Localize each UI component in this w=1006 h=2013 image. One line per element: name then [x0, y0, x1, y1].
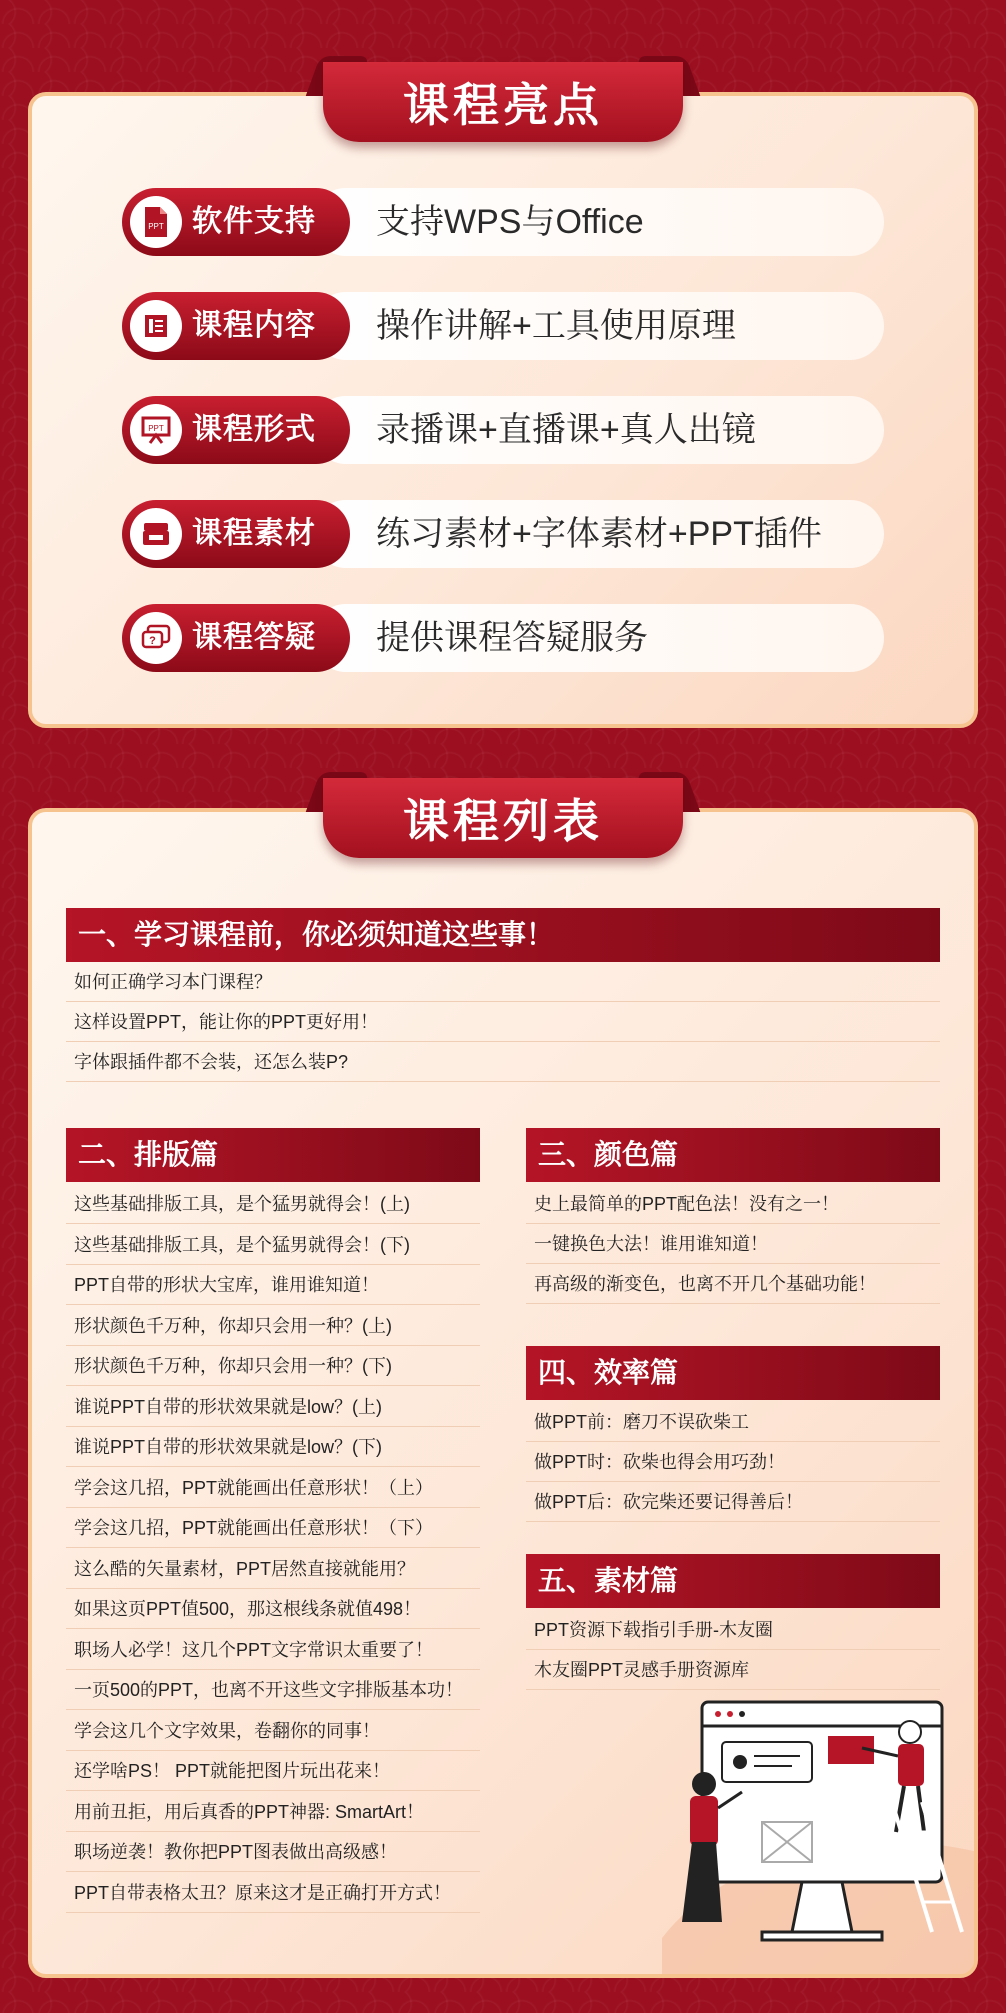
- highlight-text: 录播课+直播课+真人出镜: [376, 411, 756, 449]
- course-list-title: 课程列表: [323, 778, 683, 858]
- list-item[interactable]: 如果这页PPT值500，那这根线条就值498！: [66, 1589, 480, 1629]
- highlight-row-qa: [122, 604, 884, 672]
- highlight-badge: [122, 396, 350, 464]
- highlight-label: 课程素材: [192, 517, 316, 550]
- svg-text:PPT: PPT: [148, 424, 164, 433]
- highlights-banner: [323, 56, 683, 148]
- list-item[interactable]: 做PPT后：砍完柴还要记得善后！: [526, 1482, 940, 1522]
- list-item[interactable]: 一键换色大法！谁用谁知道！: [526, 1224, 940, 1264]
- highlight-label: 课程答疑: [192, 621, 316, 654]
- course-list-banner: [323, 772, 683, 864]
- book-icon: [130, 300, 182, 352]
- list-item[interactable]: 如何正确学习本门课程？: [66, 962, 940, 1002]
- highlight-label: 软件支持: [192, 205, 316, 238]
- materials-box-icon: [130, 508, 182, 560]
- highlight-label: 课程形式: [192, 413, 316, 446]
- list-item[interactable]: 一页500的PPT，也离不开这些文字排版基本功！: [66, 1670, 480, 1710]
- list-item[interactable]: 还学啥PS！ PPT就能把图片玩出花来！: [66, 1751, 480, 1791]
- list-item[interactable]: 职场人必学！这几个PPT文字常识太重要了！: [66, 1630, 480, 1670]
- list-item[interactable]: 做PPT前：磨刀不误砍柴工: [526, 1402, 940, 1442]
- list-item[interactable]: 木友圈PPT灵感手册资源库: [526, 1650, 940, 1690]
- list-item[interactable]: 这样设置PPT，能让你的PPT更好用！: [66, 1002, 940, 1042]
- svg-text:PPT: PPT: [148, 222, 164, 231]
- list-item[interactable]: 形状颜色千万种，你却只会用一种？(下): [66, 1346, 480, 1386]
- svg-text:?: ?: [149, 635, 156, 647]
- highlight-badge: [122, 604, 350, 672]
- highlight-text: 提供课程答疑服务: [376, 619, 648, 657]
- list-item[interactable]: 史上最简单的PPT配色法！没有之一！: [526, 1184, 940, 1224]
- list-item[interactable]: 做PPT时：砍柴也得会用巧劲！: [526, 1442, 940, 1482]
- highlight-row-materials: [122, 500, 884, 568]
- list-item[interactable]: 这么酷的矢量素材，PPT居然直接就能用？: [66, 1549, 480, 1589]
- ppt-file-icon: [130, 196, 182, 248]
- highlight-row-format: [122, 396, 884, 464]
- highlight-text: 练习素材+字体素材+PPT插件: [376, 515, 822, 553]
- list-item[interactable]: 谁说PPT自带的形状效果就是low？(上): [66, 1387, 480, 1427]
- highlight-badge: [122, 292, 350, 360]
- list-item[interactable]: PPT资源下载指引手册-木友圈: [526, 1610, 940, 1650]
- list-item[interactable]: 再高级的渐变色，也离不开几个基础功能！: [526, 1264, 940, 1304]
- highlight-text: 操作讲解+工具使用原理: [376, 307, 736, 345]
- illustration-computer-people: [662, 1682, 978, 1978]
- list-item[interactable]: 用前丑拒，用后真香的PPT神器: SmartArt！: [66, 1792, 480, 1832]
- list-item[interactable]: 职场逆袭！教你把PPT图表做出高级感！: [66, 1832, 480, 1872]
- list-item[interactable]: 形状颜色千万种，你却只会用一种？(上): [66, 1306, 480, 1346]
- list-item[interactable]: 学会这几招，PPT就能画出任意形状！（下）: [66, 1508, 480, 1548]
- highlight-label: 课程内容: [192, 309, 316, 342]
- section-header-intro: 一、学习课程前，你必须知道这些事！: [66, 908, 940, 962]
- highlight-badge: [122, 500, 350, 568]
- section-header-efficiency: 四、效率篇: [526, 1346, 940, 1400]
- list-item[interactable]: PPT自带表格太丑？原来这才是正确打开方式！: [66, 1873, 480, 1913]
- list-item[interactable]: PPT自带的形状大宝库，谁用谁知道！: [66, 1265, 480, 1305]
- presentation-board-icon: [130, 404, 182, 456]
- highlight-badge: [122, 188, 350, 256]
- highlight-row-software: [122, 188, 884, 256]
- highlight-text: 支持WPS与Office: [376, 203, 644, 241]
- list-item[interactable]: 学会这几招，PPT就能画出任意形状！（上）: [66, 1468, 480, 1508]
- highlights-title: 课程亮点: [323, 62, 683, 142]
- highlight-row-content: [122, 292, 884, 360]
- question-chat-icon: [130, 612, 182, 664]
- section-header-color: 三、颜色篇: [526, 1128, 940, 1182]
- list-item[interactable]: 字体跟插件都不会装，还怎么装P?: [66, 1042, 940, 1082]
- list-item[interactable]: 学会这几个文字效果，卷翻你的同事！: [66, 1711, 480, 1751]
- section-header-materials: 五、素材篇: [526, 1554, 940, 1608]
- section-header-layout: 二、排版篇: [66, 1128, 480, 1182]
- list-item[interactable]: 这些基础排版工具，是个猛男就得会！(下): [66, 1225, 480, 1265]
- list-item[interactable]: 这些基础排版工具，是个猛男就得会！(上): [66, 1184, 480, 1224]
- list-item[interactable]: 谁说PPT自带的形状效果就是low？(下): [66, 1427, 480, 1467]
